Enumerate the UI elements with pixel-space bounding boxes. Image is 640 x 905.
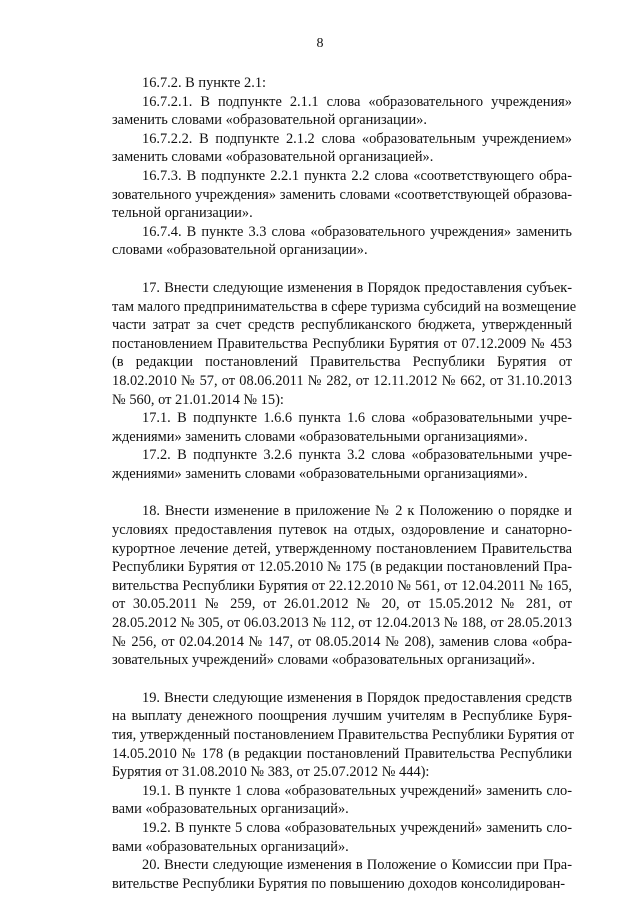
text-line: 19. Внести следующие изменения в Порядок предоставления средств bbox=[142, 689, 572, 706]
text-line: на выплату денежного поощрения лучшим учителям в Республике Буря- bbox=[112, 708, 572, 725]
text-line: 16.7.2. В пункте 2.1: bbox=[142, 75, 267, 91]
text-line: зовательных учреждений» словами «образовательных организаций». bbox=[112, 652, 536, 669]
text-line: 14.05.2010 № 178 (в редакции постановлений Правительства Республики bbox=[112, 745, 572, 762]
paragraph-p-16-7-4 bbox=[112, 223, 572, 260]
paragraph-p-19 bbox=[112, 689, 575, 782]
text-line: 19.2. В пункте 5 слова «образовательных учреждений» заменить сло- bbox=[142, 819, 572, 836]
text-line: (в редакции постановлений Правительства Республики Бурятия от bbox=[112, 354, 572, 371]
text-line: 18.02.2010 № 57, от 08.06.2011 № 282, от 12.11.2012 № 662, от 31.10.2013 bbox=[112, 372, 572, 389]
text-line: там малого предпринимательства в сфере туризма субсидий на возмещение bbox=[112, 298, 577, 315]
paragraph-p-19-1 bbox=[112, 782, 572, 819]
text-line: тия, утвержденный постановлением Правительства Республики Бурятия от bbox=[112, 727, 575, 743]
paragraph-gap bbox=[112, 670, 572, 689]
paragraph-gap bbox=[112, 483, 572, 502]
text-line: заменить словами «образовательной организацией». bbox=[112, 149, 434, 166]
text-line: части затрат за счет средств республиканского бюджета, утвержденный bbox=[112, 317, 572, 334]
text-line: Республики Бурятия от 12.05.2010 № 175 (в редакции постановлений Пра- bbox=[112, 559, 572, 576]
text-line: 16.7.2.1. В подпункте 2.1.1 слова «образовательного учреждения» bbox=[142, 93, 572, 110]
paragraph-p-17-1 bbox=[112, 409, 572, 446]
paragraph-p-16-7-2 bbox=[112, 74, 572, 93]
text-line: от 30.05.2011 № 259, от 26.01.2012 № 20, от 15.05.2012 № 281, от bbox=[112, 596, 572, 613]
paragraph-gap bbox=[112, 260, 572, 279]
text-line: 16.7.2.2. В подпункте 2.1.2 слова «образовательным учреждением» bbox=[142, 130, 572, 147]
text-line: 17.2. В подпункте 3.2.6 пункта 3.2 слова «образовательными учре- bbox=[142, 447, 572, 464]
paragraph-p-16-7-3 bbox=[112, 167, 572, 223]
paragraph-p-20 bbox=[112, 856, 572, 893]
page-number: 8 bbox=[316, 36, 324, 51]
text-line: № 256, от 02.04.2014 № 147, от 08.05.2014 № 208), заменив слова «обра- bbox=[112, 633, 572, 650]
paragraph-p-16-7-2-2 bbox=[112, 130, 572, 167]
text-line: 20. Внести следующие изменения в Положение о Комиссии при Пра- bbox=[142, 857, 572, 874]
paragraph-p-17 bbox=[112, 279, 577, 409]
text-line: 16.7.3. В подпункте 2.2.1 пункта 2.2 слова «соответствующего обра- bbox=[142, 167, 572, 184]
text-line: тельной организации». bbox=[112, 205, 253, 222]
text-line: ждениями» заменить словами «образовательными организациями». bbox=[112, 428, 528, 445]
paragraph-p-19-2 bbox=[112, 819, 572, 856]
paragraph-p-16-7-2-1 bbox=[112, 93, 572, 130]
text-line: вительстве Республики Бурятия по повышению доходов консолидирован- bbox=[112, 875, 566, 892]
text-line: заменить словами «образовательной организации». bbox=[112, 112, 427, 129]
text-line: зовательного учреждения» заменить словами «соответствующей образова- bbox=[112, 186, 572, 203]
text-line: словами «образовательной организации». bbox=[112, 242, 368, 259]
text-line: 17. Внести следующие изменения в Порядок предоставления субъек- bbox=[142, 279, 572, 296]
text-line: вительства Республики Бурятия от 22.12.2010 № 561, от 12.04.2011 № 165, bbox=[112, 577, 572, 594]
text-line: 17.1. В подпункте 1.6.6 пункта 1.6 слова «образовательными учре- bbox=[142, 410, 572, 427]
text-line: 18. Внести изменение в приложение № 2 к Положению о порядке и bbox=[142, 503, 572, 520]
text-line: Бурятия от 31.08.2010 № 383, от 25.07.2012 № 444): bbox=[112, 764, 430, 781]
text-line: № 560, от 21.01.2014 № 15): bbox=[112, 391, 284, 408]
text-line: вами «образовательных организаций». bbox=[112, 801, 349, 818]
text-line: ждениями» заменить словами «образовательными организациями». bbox=[112, 465, 528, 482]
paragraph-p-17-2 bbox=[112, 446, 572, 483]
text-line: 19.1. В пункте 1 слова «образовательных учреждений» заменить сло- bbox=[142, 782, 572, 799]
text-line: 16.7.4. В пункте 3.3 слова «образовательного учреждения» заменить bbox=[142, 223, 572, 240]
paragraph-p-18 bbox=[112, 502, 572, 669]
text-line: 28.05.2012 № 305, от 06.03.2013 № 112, от 12.04.2013 № 188, от 28.05.2013 bbox=[112, 615, 572, 632]
document-body bbox=[112, 74, 577, 893]
text-line: постановлением Правительства Республики Бурятия от 07.12.2009 № 453 bbox=[112, 335, 572, 352]
text-line: вами «образовательных организаций». bbox=[112, 838, 349, 855]
text-line: условиях предоставления путевок на отдых, оздоровление и санаторно- bbox=[112, 522, 572, 539]
text-line: курортное лечение детей, утвержденному постановлением Правительства bbox=[112, 540, 572, 557]
